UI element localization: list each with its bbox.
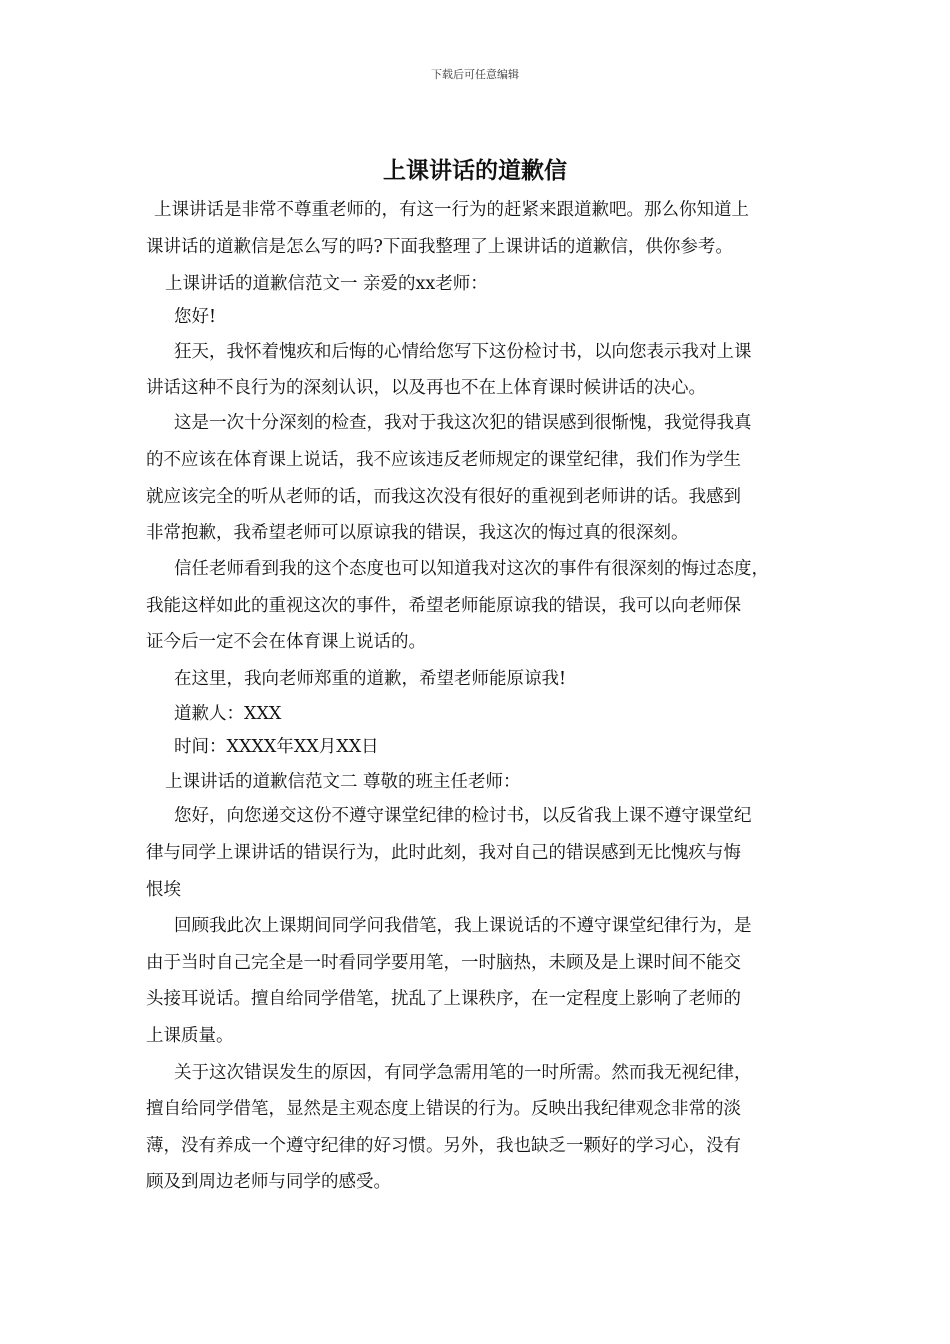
text-line: 上课讲话是非常不尊重老师的，有这一行为的赶紧来跟道歉吧。那么你知道上 xyxy=(154,200,749,220)
text-line: 您好! xyxy=(174,307,217,327)
text-line: 关于这次错误发生的原因，有同学急需用笔的一时所需。然而我无视纪律， xyxy=(174,1063,752,1083)
text-line: 律与同学上课讲话的错误行为，此时此刻，我对自己的错误感到无比愧疚与悔 xyxy=(146,843,741,863)
text-line: 由于当时自己完全是一时看同学要用笔，一时脑热，未顾及是上课时间不能交 xyxy=(146,953,741,973)
text-line: 就应该完全的听从老师的话，而我这次没有很好的重视到老师讲的话。我感到 xyxy=(146,487,741,507)
text-line: 薄，没有养成一个遵守纪律的好习惯。另外，我也缺乏一颗好的学习心，没有 xyxy=(146,1136,741,1156)
text-line: 头接耳说话。擅自给同学借笔，扰乱了上课秩序，在一定程度上影响了老师的 xyxy=(146,989,741,1009)
text-line: 证今后一定不会在体育课上说话的。 xyxy=(146,632,426,652)
text-line: 道歉人：XXX xyxy=(174,704,282,724)
text-line: 上课质量。 xyxy=(146,1026,234,1046)
text-line: 非常抱歉，我希望老师可以原谅我的错误，我这次的悔过真的很深刻。 xyxy=(146,523,689,543)
text-line: 这是一次十分深刻的检查，我对于我这次犯的错误感到很惭愧，我觉得我真 xyxy=(174,413,752,433)
text-line: 的不应该在体育课上说话，我不应该违反老师规定的课堂纪律，我们作为学生 xyxy=(146,450,741,470)
text-line: 时间：XXXX年XX月XX日 xyxy=(174,737,379,757)
text-line: 狂天，我怀着愧疚和后悔的心情给您写下这份检讨书，以向您表示我对上课 xyxy=(174,342,752,362)
text-line: 回顾我此次上课期间同学问我借笔，我上课说话的不遵守课堂纪律行为，是 xyxy=(174,916,752,936)
document-title: 上课讲话的道歉信 xyxy=(383,157,567,184)
text-line: 恨埃 xyxy=(146,880,181,900)
text-line: 顾及到周边老师与同学的感受。 xyxy=(146,1172,391,1192)
text-line: 信任老师看到我的这个态度也可以知道我对这次的事件有很深刻的悔过态度， xyxy=(174,559,769,579)
text-line: 上课讲话的道歉信范文一 亲爱的xx老师： xyxy=(165,274,488,294)
text-line: 讲话这种不良行为的深刻认识，以及再也不在上体育课时候讲话的决心。 xyxy=(146,378,706,398)
text-line: 擅自给同学借笔，显然是主观态度上错误的行为。反映出我纪律观念非常的淡 xyxy=(146,1099,741,1119)
text-line: 在这里，我向老师郑重的道歉，希望老师能原谅我! xyxy=(174,669,567,689)
header-note: 下载后可任意编辑 xyxy=(431,68,519,81)
text-line: 我能这样如此的重视这次的事件，希望老师能原谅我的错误，我可以向老师保 xyxy=(146,596,741,616)
text-line: 上课讲话的道歉信范文二 尊敬的班主任老师： xyxy=(165,772,521,792)
text-line: 课讲话的道歉信是怎么写的吗?下面我整理了上课讲话的道歉信，供你参考。 xyxy=(146,237,733,257)
text-line: 您好，向您递交这份不遵守课堂纪律的检讨书，以反省我上课不遵守课堂纪 xyxy=(174,806,752,826)
